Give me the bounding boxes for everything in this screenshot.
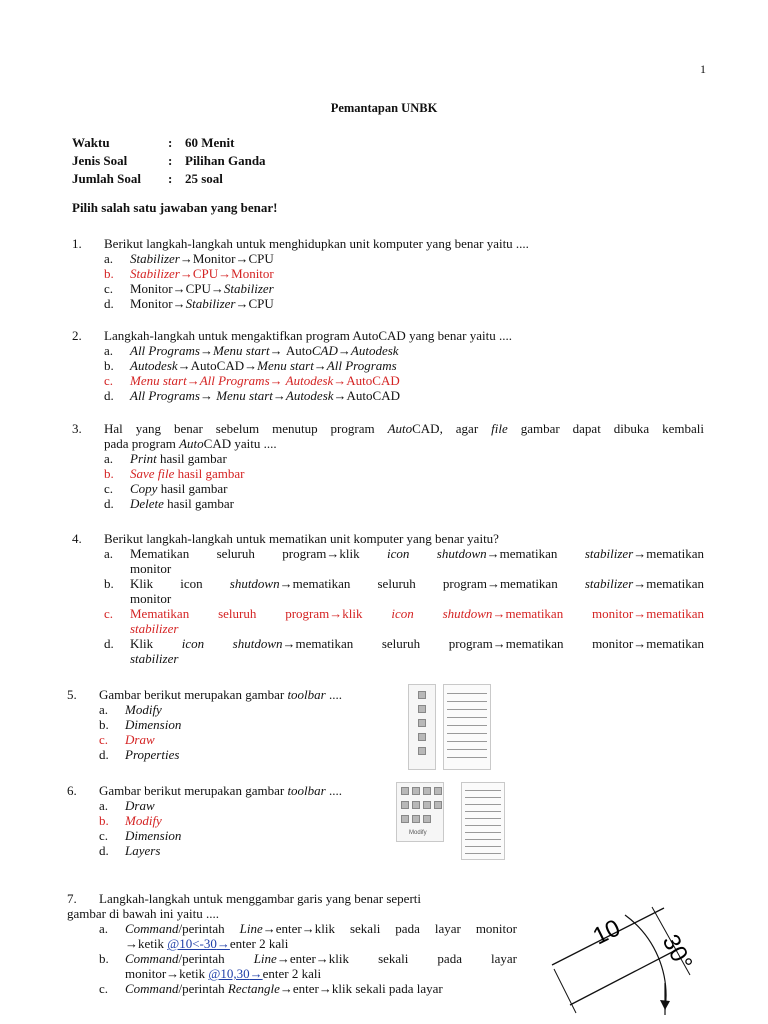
option-text: [130, 343, 399, 358]
text-run: Gambar berikut merupakan gambar: [99, 687, 288, 702]
text-run: Gambar berikut merupakan gambar: [99, 783, 288, 798]
question-3: [72, 421, 704, 511]
option-letter: a.: [104, 251, 114, 266]
text-run: /perintah: [178, 921, 240, 936]
text-run: Dimension: [125, 828, 182, 843]
question-text: [99, 783, 387, 798]
option-letter: a.: [104, 451, 114, 466]
text-run: icon s: [386, 546, 442, 561]
text-run: Line: [239, 921, 263, 936]
option-letter: c.: [104, 373, 114, 388]
question-2: [72, 328, 704, 403]
option-text-continued: [125, 966, 517, 981]
text-run[interactable]: @10<-30: [167, 936, 217, 951]
option-letter: c.: [99, 981, 109, 996]
option-text: [130, 373, 400, 388]
option-letter: a.: [104, 343, 114, 358]
option-text: [130, 546, 704, 561]
option[interactable]: [72, 466, 704, 481]
option-letter: d.: [99, 843, 109, 858]
text-run: /perintah: [178, 951, 254, 966]
option-letter: c.: [104, 606, 114, 621]
option[interactable]: [72, 546, 704, 576]
option-text: [125, 702, 162, 717]
text-run: enter 2 kali: [229, 936, 289, 951]
text-run: Delete: [130, 496, 164, 511]
option-letter: b.: [104, 576, 114, 591]
text-run: monitor: [130, 591, 172, 606]
text-run: gambar dapat dibuka kembali: [507, 421, 704, 436]
option-text: [130, 358, 397, 373]
question-5: [67, 687, 387, 762]
modify-toolbar-image: [396, 782, 444, 842]
option-letter: a.: [104, 546, 114, 561]
option[interactable]: [67, 732, 387, 747]
text-run: CAD→Autodesk: [311, 343, 399, 358]
option-text: [130, 388, 400, 403]
text-run: hasil gambar: [156, 451, 227, 466]
text-run: Monitor→CPU→: [130, 281, 224, 296]
text-run: stabilizer: [130, 651, 179, 666]
option-text-continued: [130, 651, 704, 666]
text-run: Stabilizer: [130, 251, 180, 266]
option-text: [130, 606, 704, 621]
text-run: →CPU→Monitor: [179, 266, 274, 281]
option[interactable]: [72, 251, 704, 266]
text-run: AutoCAD: [346, 388, 400, 403]
meta-key: Jenis Soal: [72, 153, 128, 168]
text-run: →mematikan monitor→mematikan: [492, 606, 704, 621]
text-run: enter 2 kali: [262, 966, 322, 981]
option-letter: c.: [99, 732, 109, 747]
text-run: All Programs→ Menu start→Autodesk→: [130, 388, 347, 403]
option-letter: a.: [99, 702, 109, 717]
text-run: Klik icon: [130, 576, 230, 591]
text-run: Auto: [387, 421, 413, 436]
option[interactable]: [67, 921, 517, 951]
text-run: Dimension: [125, 717, 182, 732]
option[interactable]: [72, 481, 704, 496]
option[interactable]: [72, 296, 704, 311]
option-letter: a.: [99, 798, 109, 813]
option-text: [125, 717, 181, 732]
instruction: Pilih salah satu jawaban yang benar!: [72, 200, 278, 215]
question-number: 3.: [72, 421, 82, 436]
option[interactable]: [67, 981, 517, 996]
text-run: Save file: [130, 466, 175, 481]
text-run: Draw: [125, 732, 155, 747]
document-title: Pemantapan UNBK: [330, 101, 438, 115]
meta-sep: :: [168, 153, 173, 168]
text-run: →mematikan: [633, 576, 704, 591]
text-run: Mematikan seluruh program→klik: [130, 546, 387, 561]
question-text: [104, 421, 704, 436]
text-run: ....: [325, 783, 342, 798]
modify-toolbar-label: Modify: [409, 830, 427, 836]
text-run: icon shutdown: [181, 636, 283, 651]
angle-label: 30°: [656, 930, 698, 975]
option-letter: c.: [99, 828, 109, 843]
meta-value: 25 soal: [185, 171, 223, 186]
text-run: ....: [325, 687, 342, 702]
extension-line: [570, 949, 678, 1005]
option[interactable]: [67, 717, 387, 732]
modify-menu-image: [461, 782, 505, 860]
text-run: Modify: [125, 813, 162, 828]
dimension-line: [554, 969, 576, 1013]
text-run: →mematikan seluruh program→mematikan: [279, 576, 585, 591]
option[interactable]: [72, 266, 704, 281]
text-run: AutoCAD: [190, 358, 245, 373]
text-run: Auto: [285, 343, 312, 358]
text-run: icon shutdown: [391, 606, 493, 621]
option[interactable]: [72, 388, 704, 403]
text-run: →ketik: [125, 936, 168, 951]
text-run: Monitor→: [130, 296, 186, 311]
meta-key: Jumlah Soal: [72, 171, 141, 186]
question-number: 4.: [72, 531, 82, 546]
question-number: 6.: [67, 783, 77, 798]
text-run: Command: [125, 921, 179, 936]
meta-sep: :: [168, 171, 173, 186]
option[interactable]: [67, 813, 387, 828]
meta-key: Waktu: [72, 135, 110, 150]
option[interactable]: [67, 747, 387, 762]
question-text: Berikut langkah-langkah untuk menghidupkan unit komputer yang benar yaitu ....: [104, 236, 529, 251]
question-text: Langkah-langkah untuk mengaktifkan program AutoCAD yang benar yaitu ....: [104, 328, 512, 343]
text-run: hasil gambar: [157, 481, 228, 496]
text-run: CAD yaitu ....: [203, 436, 277, 451]
text-run: →enter→klik sekali pada layar: [279, 981, 443, 996]
option-text-continued: [125, 936, 517, 951]
text-run: hasil gambar: [174, 466, 245, 481]
option-text: [130, 451, 227, 466]
angle-arc: [625, 915, 666, 1010]
meta-value: 60 Menit: [185, 135, 235, 150]
option-text: [130, 636, 704, 651]
option-letter: a.: [99, 921, 109, 936]
text-run: Copy: [130, 481, 158, 496]
option-text: [130, 266, 274, 281]
meta-sep: :: [168, 135, 173, 150]
draw-toolbar-image: [408, 684, 436, 770]
option-text-continued: [130, 621, 704, 636]
text-run: Hal yang benar sebelum menutup program: [104, 421, 388, 436]
text-run: file: [491, 421, 508, 436]
text-run: Auto: [179, 436, 204, 451]
text-run: Menu start→All Programs→ Autodesk→: [130, 373, 347, 388]
text-run: →mematikan: [633, 546, 704, 561]
text-run: monitor→ketik: [125, 966, 209, 981]
question-text: Langkah-langkah untuk menggambar garis yang benar seperti: [99, 891, 421, 906]
meta-value: Pilihan Ganda: [185, 153, 266, 168]
option-text: [130, 481, 228, 496]
option-letter: b.: [104, 358, 114, 373]
text-run: hasil gambar: [163, 496, 234, 511]
option[interactable]: [72, 451, 704, 466]
text-run: →Menu start→All Programs: [244, 358, 397, 373]
text-run: /perintah: [178, 981, 228, 996]
text-run: stabilizer: [584, 576, 634, 591]
text-run: →mematikan: [486, 546, 585, 561]
text-run[interactable]: →: [216, 936, 230, 951]
text-run: AutoCAD: [346, 373, 400, 388]
option[interactable]: [67, 843, 387, 858]
option-text: [125, 828, 181, 843]
question-text: [99, 687, 387, 702]
option-letter: b.: [104, 266, 114, 281]
option[interactable]: [67, 798, 387, 813]
page-number: 1: [700, 62, 706, 76]
option-letter: d.: [104, 496, 114, 511]
option-text: [125, 843, 160, 858]
text-run: Autodesk→: [130, 358, 191, 373]
option[interactable]: [67, 702, 387, 717]
option[interactable]: [72, 281, 704, 296]
question-number: 5.: [67, 687, 77, 702]
text-run: Mematikan seluruh program→klik: [130, 606, 392, 621]
option-text: [125, 813, 162, 828]
option[interactable]: [72, 576, 704, 606]
question-6: [67, 783, 387, 858]
option-text-continued: [130, 591, 704, 606]
option-letter: b.: [104, 466, 114, 481]
question-7: [67, 891, 517, 996]
question-text: Berikut langkah-langkah untuk mematikan unit komputer yang benar yaitu?: [104, 531, 499, 546]
question-text-line2: [104, 436, 704, 451]
draw-menu-image: [443, 684, 491, 770]
option-text-continued: [130, 561, 704, 576]
option[interactable]: [72, 343, 704, 358]
option-text: [125, 732, 155, 747]
text-run: Modify: [125, 702, 162, 717]
text-run: stabilizer: [584, 546, 634, 561]
text-run: Layers: [125, 843, 161, 858]
text-run: hutdown: [441, 546, 487, 561]
text-run: pada program: [104, 436, 180, 451]
option-letter: b.: [99, 951, 109, 966]
text-run: Command: [125, 951, 179, 966]
text-run: toolbar: [287, 687, 326, 702]
option[interactable]: [67, 828, 387, 843]
option-text: [130, 251, 274, 266]
question-number: 1.: [72, 236, 82, 251]
line-angle-figure: [540, 905, 720, 1015]
text-run: Draw: [125, 798, 155, 813]
text-run: →CPU: [235, 296, 274, 311]
option[interactable]: [72, 606, 704, 636]
text-run: →enter→klik sekali pada layar monitor: [262, 921, 517, 936]
option-text: [130, 281, 274, 296]
text-run: →enter→klik sekali pada layar: [276, 951, 517, 966]
question-1: [72, 236, 704, 311]
option[interactable]: [67, 951, 517, 981]
text-run: Stabilizer: [223, 281, 274, 296]
question-text-line2: gambar di bawah ini yaitu ....: [67, 906, 219, 921]
text-run: shutdown: [229, 576, 280, 591]
text-run: CAD, agar: [412, 421, 492, 436]
option-text: [125, 951, 517, 966]
text-run: Properties: [125, 747, 180, 762]
text-run: monitor: [130, 561, 172, 576]
option-text: [125, 921, 517, 936]
text-run: →Monitor→CPU: [179, 251, 274, 266]
question-number: 2.: [72, 328, 82, 343]
text-run: Klik: [130, 636, 182, 651]
option[interactable]: [72, 496, 704, 511]
option-letter: d.: [104, 388, 114, 403]
text-run[interactable]: @10,30: [208, 966, 250, 981]
option-letter: d.: [104, 636, 114, 651]
text-run: toolbar: [287, 783, 326, 798]
text-run: Print: [130, 451, 157, 466]
question-number: 7.: [67, 891, 77, 906]
text-run[interactable]: →: [249, 966, 263, 981]
option-letter: c.: [104, 481, 114, 496]
option-letter: d.: [104, 296, 114, 311]
option-text: [130, 576, 704, 591]
text-run: Stabilizer: [130, 266, 180, 281]
option-letter: b.: [99, 717, 109, 732]
option-text: [130, 296, 274, 311]
option-letter: d.: [99, 747, 109, 762]
text-run: →mematikan seluruh program→mematikan monitor→mematikan: [282, 636, 704, 651]
option-text: [130, 496, 234, 511]
text-run: stabilizer: [130, 621, 179, 636]
option-text: [125, 747, 179, 762]
option-text: [130, 466, 244, 481]
text-run: All Programs→Menu start→: [130, 343, 286, 358]
option[interactable]: [72, 358, 704, 373]
option-letter: c.: [104, 281, 114, 296]
text-run: Stabilizer: [185, 296, 236, 311]
option[interactable]: [72, 636, 704, 666]
text-run: Line: [253, 951, 277, 966]
option-letter: b.: [99, 813, 109, 828]
option-text: [125, 981, 517, 996]
text-run: Rectangle: [227, 981, 280, 996]
option[interactable]: [72, 373, 704, 388]
length-label: 10: [588, 914, 625, 951]
question-4: [72, 531, 704, 666]
text-run: Command: [125, 981, 179, 996]
option-text: [125, 798, 155, 813]
